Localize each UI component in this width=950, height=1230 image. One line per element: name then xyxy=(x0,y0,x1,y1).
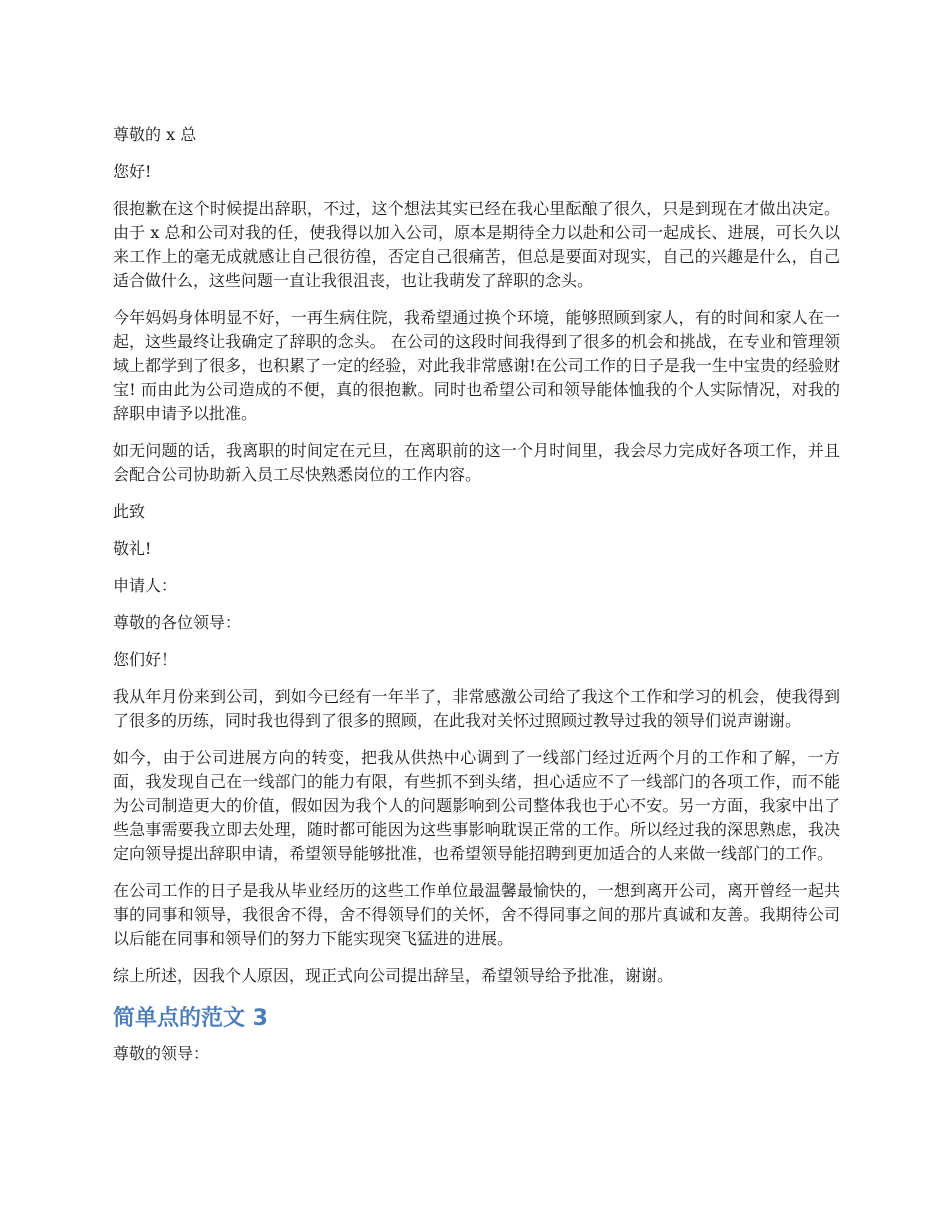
body-paragraph: 综上所述，因我个人原因，现正式向公司提出辞呈，希望领导给予批准，谢谢。 xyxy=(113,966,674,985)
body-paragraph: 如今，由于公司进展方向的转变，把我从供热中心调到了一线部门经过近两个月的工作和了解，一方面，我发现自己在一线部门的能力有限，有些抓不到头绪，担心适应不了一线部门的各项工作，而不能为公司制造更大的价值，假如因为我个人的问题影响到公司整体我也于心不安。另一方面，我家中出了些急事需要我立即去处理，随时都可能因为这些事影响耽误正常的工作。所以经过我的深思熟虑，我决定向领导提出辞职申请，希望领导能够批准，也希望领导能招聘到更加适合的人来做一线部门的工作。 xyxy=(113,748,840,863)
body-paragraph: 在公司工作的日子是我从毕业经历的这些工作单位最温馨最愉快的，一想到离开公司，离开曾经一起共事的同事和领导，我很舍不得，舍不得领导们的关怀，舍不得同事之间的那片真诚和友善。我期待公司以后能在同事和领导们的努力下能实现突飞猛进的进展。 xyxy=(113,881,840,948)
salutation: 尊敬的 x 总 xyxy=(113,125,197,144)
closing-line: 此致 xyxy=(113,502,146,521)
applicant-line: 申请人： xyxy=(113,576,178,595)
greeting: 您好! xyxy=(113,162,152,181)
greeting: 您们好！ xyxy=(113,650,178,669)
body-paragraph: 如无问题的话，我离职的时间定在元旦，在离职前的这一个月时间里，我会尽力完成好各项工作，并且会配合公司协助新入员工尽快熟悉岗位的工作内容。 xyxy=(113,441,840,484)
closing-line: 敬礼! xyxy=(113,539,152,558)
body-paragraph: 很抱歉在这个时候提出辞职，不过，这个想法其实已经在我心里酝酿了很久，只是到现在才做出决定。 由于 x 总和公司对我的任，使我得以加入公司，原本是期待全力以赴和公司一起成长、进展，可长久以来工作上的毫无成就感让自己很彷徨，否定自己很痛苦，但总是要面对现实，自己的兴趣是什么，自己适合做什么，这些问题一直让我很沮丧，也让我萌发了辞职的念头。 xyxy=(113,199,840,290)
body-paragraph: 我从年月份来到公司，到如今已经有一年半了，非常感激公司给了我这个工作和学习的机会，使我得到了很多的历练，同时我也得到了很多的照顾，在此我对关怀过照顾过教导过我的领导们说声谢谢。 xyxy=(113,687,840,730)
document-page xyxy=(113,123,840,1079)
body-paragraph: 今年妈妈身体明显不好，一再生病住院，我希望通过换个环境，能够照顾到家人，有的时间和家人在一起，这些最终让我确定了辞职的念头。 在公司的这段时间我得到了很多的机会和挑战，在专业和管理领域上都学到了很多，也积累了一定的经验，对此我非常感谢!在公司工作的日子是我一生中宝贵的经验财宝! 而由此为公司造成的不便，真的很抱歉。同时也希望公司和领导能体恤我的个人实际情况，对我的辞职申请予以批准。 xyxy=(113,308,840,423)
salutation: 尊敬的各位领导： xyxy=(113,613,242,632)
salutation: 尊敬的领导： xyxy=(113,1044,210,1063)
section-heading: 简单点的范文 3 xyxy=(113,1006,268,1031)
